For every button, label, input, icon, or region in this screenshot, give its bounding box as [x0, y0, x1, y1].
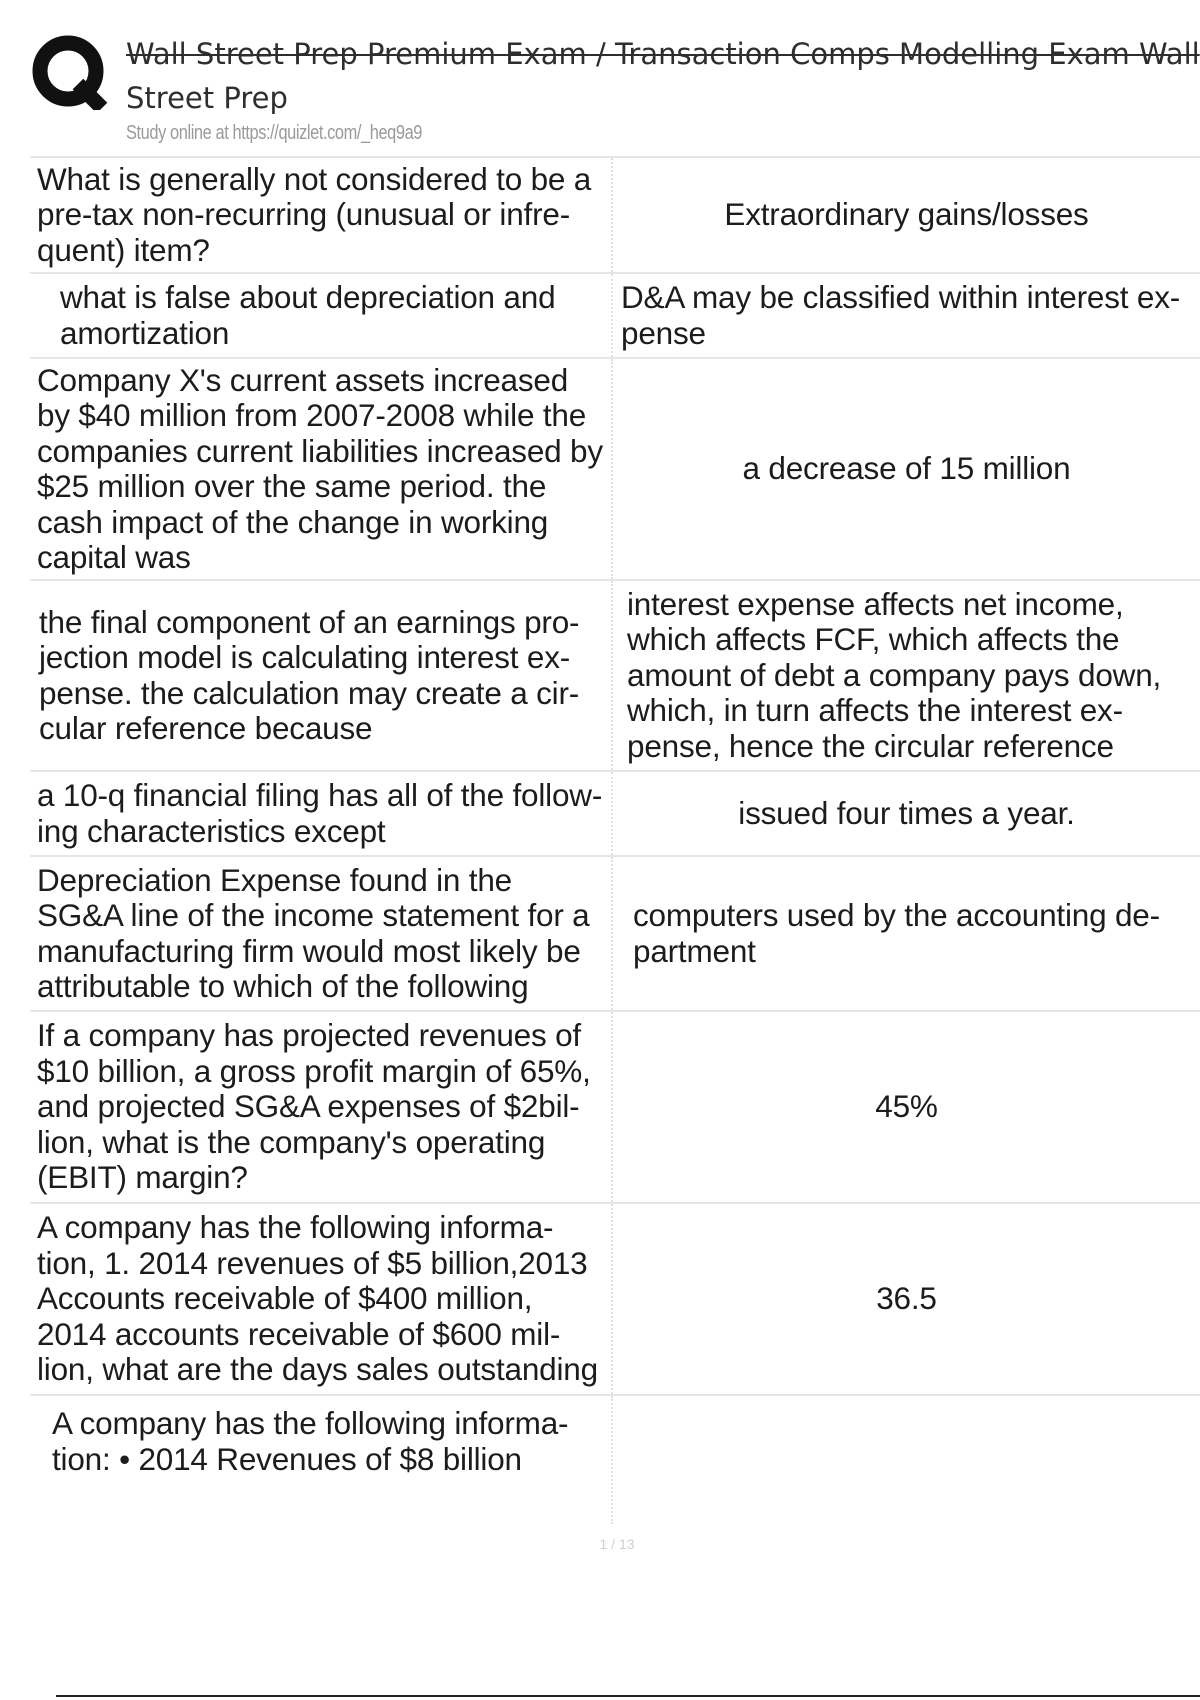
flashcard-definition: interest expense affects net income, which affects FCF, which affects the amount of debt a company pays down, which, in turn affects the interest ex- pense, hence the circular reference — [627, 585, 1162, 764]
flashcard-row — [30, 1396, 1200, 1524]
flashcard-term: A company has the following informa- tion, 1. 2014 revenues of $5 billion,2013 Accounts receivable of $400 million, 2014 accounts receivable of $600 mil- lion, what are the days sales outstanding — [30, 1204, 613, 1394]
flashcard-term: a 10-q financial filing has all of the follow- ing characteristics except — [30, 772, 613, 855]
flashcard-definition: computers used by the accounting de- partment — [633, 897, 1160, 969]
flashcard-term: Depreciation Expense found in the SG&A line of the income statement for a manufacturing firm would most likely be attributable to which of the following — [30, 857, 613, 1010]
document-title-line-1: Wall Street Prep Premium Exam / Transaction Comps Modelling Exam Wall — [126, 37, 1200, 71]
flashcard-term: A company has the following informa- tion: • 2014 Revenues of $8 billion — [30, 1396, 613, 1524]
flashcard-definition: issued four times a year. — [738, 794, 1075, 831]
flashcard-row — [30, 581, 1200, 772]
flashcard-definition: a decrease of 15 million — [742, 450, 1071, 487]
flashcard-definition — [613, 1396, 1200, 1524]
flashcard-row — [30, 274, 1200, 359]
page-number: 1 / 13 — [599, 1536, 635, 1552]
quizlet-q-logo-icon — [32, 34, 108, 110]
flashcard-definition: Extraordinary gains/losses — [724, 196, 1089, 233]
footer-divider — [56, 1695, 1200, 1697]
flashcard-definition: 45% — [875, 1088, 938, 1125]
study-online-link[interactable]: Study online at https://quizlet.com/_heq9a9 — [126, 122, 423, 144]
flashcard-definition: D&A may be classified within interest ex- pense — [621, 279, 1181, 351]
flashcard-term: Company X's current assets increased by $40 million from 2007-2008 while the companies current liabilities increased by $25 million over the same period. the cash impact of the change in working capital was — [30, 359, 613, 579]
flashcard-term: what is false about depreciation and amortization — [30, 274, 613, 357]
flashcard-term: What is generally not considered to be a pre-tax non-recurring (unusual or infre- quent) item? — [30, 158, 613, 272]
flashcard-term: the final component of an earnings pro- jection model is calculating interest ex- pense. the calculation may create a cir- cular reference because — [30, 581, 613, 770]
flashcard-definition: 36.5 — [876, 1280, 937, 1317]
document-title-line-2: Street Prep — [126, 81, 288, 115]
flashcard-row — [30, 158, 1200, 274]
flashcard-row — [30, 359, 1200, 581]
flashcard-row — [30, 1012, 1200, 1204]
flashcard-table — [30, 156, 1200, 1524]
flashcard-row — [30, 1204, 1200, 1396]
flashcard-term: If a company has projected revenues of $10 billion, a gross profit margin of 65%, and projected SG&A expenses of $2bil- lion, what is the company's operating (EBIT) margin? — [30, 1012, 613, 1202]
flashcard-row — [30, 857, 1200, 1012]
document-title — [126, 32, 1200, 120]
flashcard-row — [30, 772, 1200, 857]
